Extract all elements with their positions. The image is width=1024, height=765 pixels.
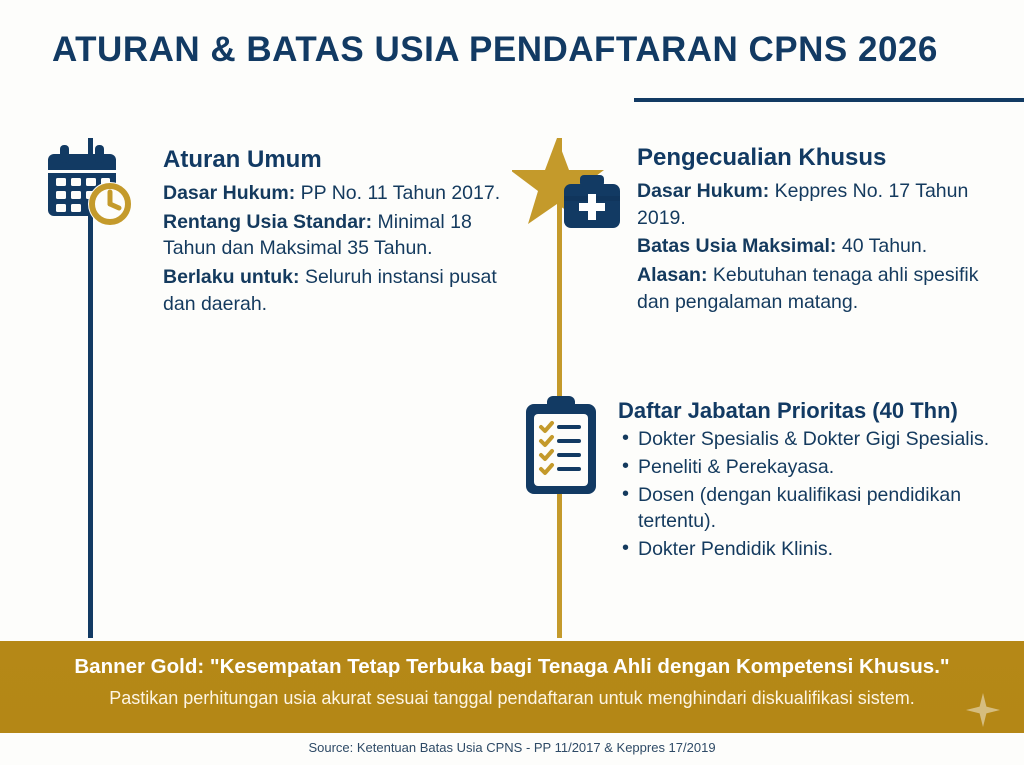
section-daftar-jabatan <box>618 398 1013 564</box>
list-item: • Dokter Pendidik Klinis. <box>618 536 1013 563</box>
section-title: Aturan Umum <box>163 146 322 173</box>
detail-item <box>637 233 982 260</box>
gold-banner <box>0 641 1024 733</box>
section-body <box>637 178 982 317</box>
detail-item <box>163 209 513 263</box>
detail-label: Dasar Hukum: <box>637 179 770 202</box>
detail-text: Kebutuhan tenaga ahli spesifik dan pengalaman matang. <box>637 264 979 314</box>
detail-item <box>163 180 513 207</box>
header-divider <box>634 98 1024 102</box>
detail-text: Minimal 18 Tahun dan Maksimal 35 Tahun. <box>163 210 472 260</box>
section-title: Pengecualian Khusus <box>637 144 887 171</box>
section-aturan-umum <box>163 146 513 320</box>
detail-label: Dasar Hukum: <box>163 181 296 204</box>
sparkle-icon <box>966 693 1000 727</box>
detail-item <box>163 264 513 318</box>
detail-item <box>637 178 982 232</box>
list-item: • Dosen (dengan kualifikasi pendidikan tertentu). <box>618 482 1013 535</box>
detail-text: PP No. 11 Tahun 2017. <box>295 181 501 204</box>
detail-label: Rentang Usia Standar: <box>163 210 373 233</box>
detail-label: Berlaku untuk: <box>163 266 300 289</box>
star-medical-kit-icon <box>512 136 622 251</box>
detail-text: 40 Tahun. <box>836 235 928 258</box>
source-note: Source: Ketentuan Batas Usia CPNS - PP 11/2017 & Keppres 17/2019 <box>308 740 716 755</box>
clipboard-checklist-icon <box>520 394 606 503</box>
banner-subtext: Pastikan perhitungan usia akurat sesuai tanggal pendaftaran untuk menghindari diskualifikasi sistem. <box>109 688 915 708</box>
banner-headline: Banner Gold: "Kesempatan Tetap Terbuka bagi Tenaga Ahli dengan Kompetensi Khusus." <box>74 655 950 678</box>
page-title: ATURAN & BATAS USIA PENDAFTARAN CPNS 2026 <box>52 30 938 69</box>
calendar-clock-icon <box>44 142 140 237</box>
header <box>0 0 1024 100</box>
detail-text: Seluruh instansi pusat dan daerah. <box>163 266 497 316</box>
list-item: • Peneliti & Perekayasa. <box>618 454 1013 481</box>
detail-item <box>637 262 982 316</box>
detail-label: Batas Usia Maksimal: <box>637 235 837 258</box>
section-title: Daftar Jabatan Prioritas (40 Thn) <box>618 398 958 423</box>
detail-text: Keppres No. 17 Tahun 2019. <box>637 179 969 229</box>
detail-label: Alasan: <box>637 264 708 287</box>
section-pengecualian-khusus <box>637 144 982 318</box>
list-item: • Dokter Spesialis & Dokter Gigi Spesialis. <box>618 426 1013 453</box>
section-body <box>163 180 513 319</box>
priority-position-list <box>618 426 1013 563</box>
